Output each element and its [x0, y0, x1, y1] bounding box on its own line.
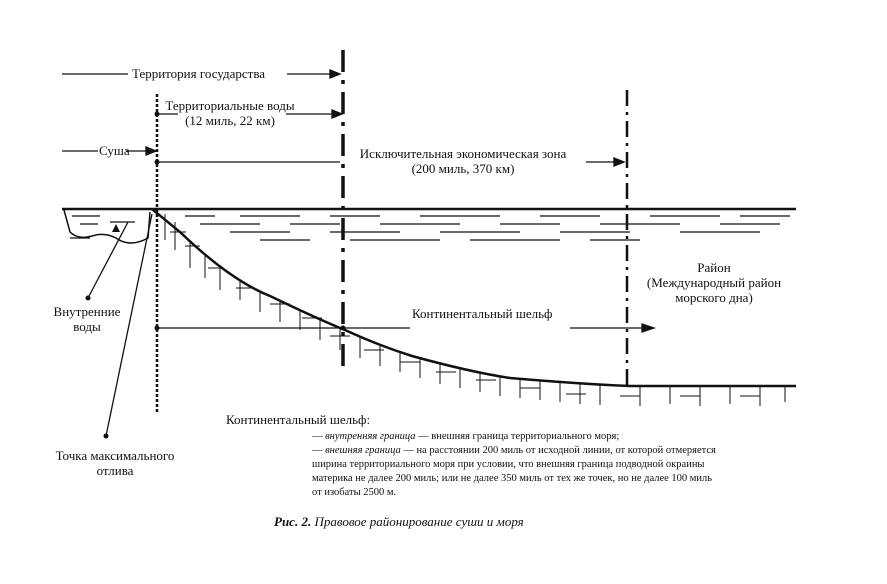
- territorial-waters-label: [160, 98, 300, 128]
- territorial-waters-line2: (12 миль, 22 км): [185, 113, 275, 128]
- territorial-waters-line1: Территориальные воды: [165, 98, 295, 113]
- note-inner-text: — внешняя граница территориального моря;: [415, 431, 620, 442]
- note-outer-text-3: материка не далее 200 миль; или не далее 350 миль от тех же точек, но не далее 100 миль: [312, 473, 713, 484]
- land-label: Суша: [99, 143, 130, 158]
- low-tide-line1: Точка максимального: [55, 448, 175, 463]
- internal-waters-line2: воды: [73, 319, 101, 334]
- leader-dot: [104, 434, 109, 439]
- water-hatching: [70, 216, 790, 240]
- note-outer-text-4: от изобаты 2500 м.: [312, 487, 397, 498]
- low-tide-label: [40, 448, 190, 478]
- note-outer: — внешняя граница — на расстоянии 200 миль от исходной линии, от которой отмеряется: [312, 445, 716, 456]
- note-inner-term: внутренняя граница: [325, 431, 416, 442]
- notes-block: [312, 430, 792, 500]
- eez-line2: (200 миль, 370 км): [411, 161, 515, 176]
- eez-line1: Исключительная экономическая зона: [359, 146, 567, 161]
- internal-waters-line1: Внутренние: [53, 304, 121, 319]
- area-line1: Район: [697, 260, 731, 275]
- notes-heading: Континентальный шельф:: [226, 412, 371, 427]
- arrow-dot: [155, 326, 160, 331]
- area-line3: морского дна): [675, 290, 753, 305]
- shelf-label: Континентальный шельф: [412, 306, 553, 321]
- territory-state-label: Территория государства: [132, 66, 266, 81]
- note-inner: — внутренняя граница — внешняя граница территориального моря;: [312, 431, 620, 442]
- internal-waters-label: [46, 304, 128, 334]
- note-outer-text-1: — на расстоянии 200 миль от исходной линии, от которой отмеряется: [400, 445, 716, 456]
- caption-number: Рис. 2.: [274, 514, 312, 529]
- low-tide-line2: отлива: [96, 463, 134, 478]
- arrow-dot: [155, 112, 160, 117]
- arrow-dot: [155, 160, 160, 165]
- leader-dot: [86, 296, 91, 301]
- note-outer-term: внешняя граница: [325, 445, 401, 456]
- caption-text: Правовое районирование суши и моря: [311, 514, 524, 529]
- arrow-dot: [341, 326, 346, 331]
- figure-caption: [274, 514, 524, 530]
- arrows: [62, 70, 654, 332]
- eez-label: [340, 146, 586, 176]
- internal-waters-inlet: [112, 224, 120, 232]
- note-outer-text-2: ширина территориального моря при условии, что внешняя граница подводной окраины: [312, 459, 705, 470]
- leader-internal-waters: [88, 222, 128, 298]
- area-line2: (Международный район: [646, 275, 782, 290]
- area-label: [634, 260, 794, 305]
